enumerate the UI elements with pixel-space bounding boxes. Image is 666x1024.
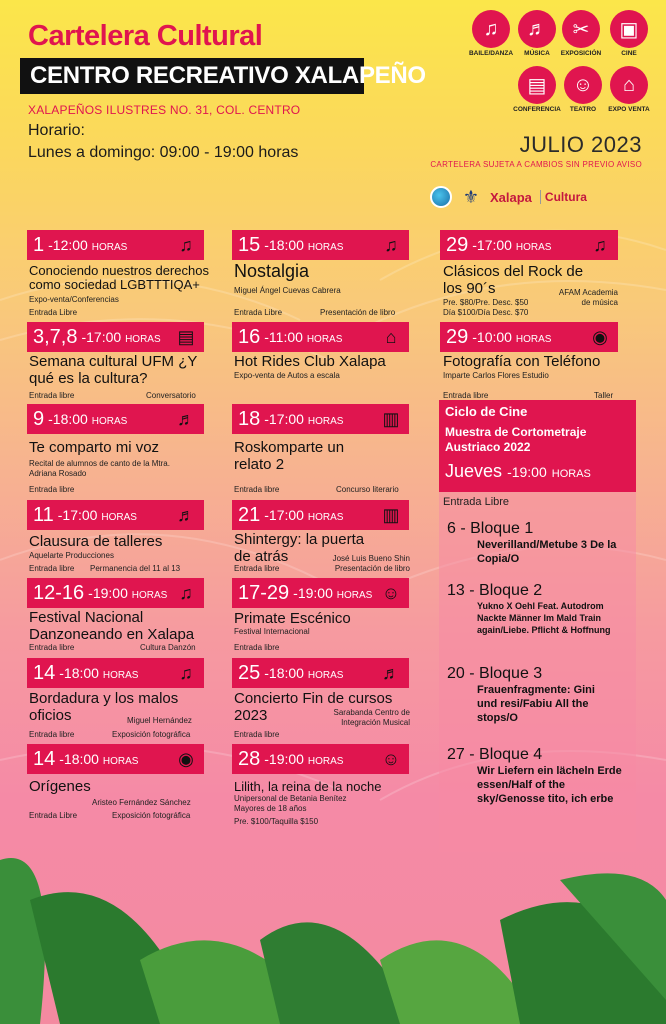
category-conference: ▤ CONFERENCIA (512, 66, 562, 113)
event-subtitle: Sarabanda Centro de Integración Musical (333, 708, 410, 727)
event-subtitle: Miguel Hernández (127, 716, 192, 725)
event-entry: Entrada Libre (234, 308, 283, 317)
event-bar: 3,7,8 -17:00 HORAS ▤ (27, 322, 204, 352)
event-title: Clausura de talleres (29, 533, 163, 550)
event-price: Pre. $100/Taquilla $150 (234, 817, 319, 826)
book-icon: ▥ (382, 504, 400, 525)
globe-logo-icon (430, 186, 452, 208)
event-bar: 1 -12:00 HORAS ♫ (27, 230, 204, 260)
sponsor-logos (430, 182, 645, 212)
theater-icon: ☺ (381, 582, 401, 603)
dance-icon: ♫ (593, 234, 607, 255)
film-block: 13 - Bloque 2 Yukno X Oehl Feat. Autodrom Nackte Männer Im Mald Train again/Liebe. Pflicht & Hoffnung (447, 582, 611, 635)
event-subtitle: Unipersonal de Betania Benítez Mayores de 18 años (234, 794, 347, 813)
film-cycle-entry: Entrada Libre (443, 496, 510, 508)
dance-icon: ♫ (179, 662, 193, 683)
opening-hours: Lunes a domingo: 09:00 - 19:00 horas (28, 144, 299, 161)
event-subtitle: Expo-venta/Conferencias (29, 295, 119, 304)
camera-icon: ◉ (178, 748, 194, 769)
music-icon: ♬ (177, 504, 195, 525)
category-theater: ☺ TEATRO (558, 66, 608, 113)
event-organizer: AFAM Academia de música (558, 288, 618, 307)
music-icon: ♬ (382, 662, 400, 683)
film-cycle-label: Ciclo de Cine (445, 404, 528, 419)
event-entry: Entrada libre (29, 485, 75, 494)
category-cinema: ▣ CINE (604, 10, 654, 57)
category-music: ♬ MÚSICA (512, 10, 562, 57)
event-title: Shintergy: la puerta de atrás (234, 531, 365, 565)
event-type: Exposición fotográfica (112, 730, 191, 739)
event-subtitle: Imparte Carlos Flores Estudio (443, 371, 549, 380)
event-bar: 28 -19:00 HORAS ☺ (232, 744, 409, 774)
event-entry: Entrada Libre (29, 811, 78, 820)
event-subtitle: Expo-venta de Autos a escala (234, 371, 340, 380)
xalapa-logo: Xalapa (490, 189, 532, 205)
film-cycle-header (439, 400, 636, 492)
event-type: Taller (594, 391, 614, 400)
event-title: Clásicos del Rock de los 90´s (443, 263, 584, 297)
event-entry: Entrada libre (29, 564, 75, 573)
event-subtitle: Aquelarte Producciones (29, 551, 114, 560)
category-expo-sale: ⌂ EXPO VENTA (604, 66, 654, 113)
book-icon: ▥ (382, 408, 400, 429)
dance-icon: ♫ (179, 582, 193, 603)
event-title: Nostalgia (234, 261, 310, 281)
cultura-logo: Cultura (540, 190, 587, 204)
event-bar: 15 -18:00 HORAS ♫ (232, 230, 409, 260)
change-notice: CARTELERA SUJETA A CAMBIOS SIN PREVIO AVISO (430, 160, 642, 169)
event-organizer: Cultura Danzón (140, 643, 196, 652)
film-cycle-schedule: Jueves -19:00 HORAS (445, 461, 591, 481)
event-title: Concierto Fin de cursos 2023 (234, 690, 393, 724)
camera-icon: ◉ (592, 326, 608, 347)
event-entry: Entrada libre (234, 643, 280, 652)
music-icon: ♬ (177, 408, 195, 429)
theater-icon: ☺ (381, 748, 401, 769)
category-dance: ♫ BAILE/DANZA (466, 10, 516, 57)
dance-icon: ♫ (179, 234, 193, 255)
expo-sale-icon: ⌂ (385, 326, 397, 347)
poster-title: Cartelera Cultural (28, 20, 263, 52)
event-type: Presentación de libro (320, 308, 396, 317)
event-bar: 17-29 -19:00 HORAS ☺ (232, 578, 409, 608)
event-bar: 29 -17:00 HORAS ♫ (440, 230, 618, 260)
event-bar: 16 -11:00 HORAS ⌂ (232, 322, 409, 352)
event-note: Permanencia del 11 al 13 (90, 564, 181, 573)
event-entry: Entrada libre (443, 391, 489, 400)
event-type: Conversatorio (146, 391, 196, 400)
venue-address: XALAPEÑOS ILUSTRES NO. 31, COL. CENTRO (28, 103, 301, 117)
event-subtitle: José Luis Bueno Shin Presentación de libro (332, 554, 410, 573)
film-block: 20 - Bloque 3 Frauenfragmente: Gini und resi/Fabiu All the stops/O (447, 665, 595, 724)
tropical-leaves (0, 858, 666, 1024)
event-entry: Entrada libre (234, 485, 280, 494)
category-exhibition: ✂ EXPOSICIÓN (556, 10, 606, 57)
venue-banner: CENTRO RECREATIVO XALAPEÑO (20, 58, 364, 94)
event-subtitle: Recital de alumnos de canto de la Mtra. Adriana Rosado (29, 459, 170, 478)
event-title: Roskomparte un relato 2 (234, 439, 345, 473)
event-bar: 14 -18:00 HORAS ◉ (27, 744, 204, 774)
event-entry: Entrada libre (29, 643, 75, 652)
event-subtitle: Aristeo Fernández Sánchez (92, 798, 191, 807)
conference-icon: ▤ (518, 66, 556, 104)
theater-icon: ☺ (564, 66, 602, 104)
month-label: JULIO 2023 (519, 132, 642, 157)
event-entry: Entrada libre (234, 564, 280, 573)
event-bar: 14 -18:00 HORAS ♫ (27, 658, 204, 688)
event-bar: 18 -17:00 HORAS ▥ (232, 404, 409, 434)
event-type: Concurso literario (336, 485, 399, 494)
event-title: Festival Nacional Danzoneando en Xalapa (29, 609, 195, 643)
event-bar: 9 -18:00 HORAS ♬ (27, 404, 204, 434)
event-bar: 12-16 -19:00 HORAS ♫ (27, 578, 204, 608)
event-title: Fotografía con Teléfono (443, 353, 601, 370)
film-block: 27 - Bloque 4 Wir Liefern ein lächeln Erde essen/Half of the sky/Genosse tito, ich erbe (447, 746, 622, 805)
film-cycle-title: Muestra de Cortometraje Austriaco 2022 (445, 425, 587, 454)
event-subtitle: Miguel Ángel Cuevas Cabrera (234, 286, 341, 295)
event-entry: Entrada libre (29, 391, 75, 400)
horario-label: Horario: (28, 122, 85, 139)
fleur-logo-icon: ⚜ (462, 187, 480, 207)
dance-icon: ♫ (384, 234, 398, 255)
event-title: Hot Rides Club Xalapa (234, 353, 386, 370)
film-block: 6 - Bloque 1 Neverilland/Metube 3 De la Copia/O (447, 520, 617, 565)
expo-sale-icon: ⌂ (610, 66, 648, 104)
event-type: Exposición fotográfica (112, 811, 191, 820)
event-bar: 21 -17:00 HORAS ▥ (232, 500, 409, 530)
event-price: Pre. $80/Pre. Desc. $50 Día $100/Día Desc. $70 (443, 298, 529, 317)
exhibition-icon: ✂ (562, 10, 600, 48)
event-entry: Entrada libre (234, 730, 280, 739)
conference-icon: ▤ (177, 326, 195, 347)
event-title: Conociendo nuestros derechos como sociedad LGBTTTIQA+ (29, 263, 209, 292)
event-subtitle: Festival Internacional (234, 627, 310, 636)
event-entry: Entrada Libre (29, 308, 78, 317)
event-bar: 29 -10:00 HORAS ◉ (440, 322, 618, 352)
event-title: Te comparto mi voz (29, 439, 160, 456)
event-title: Semana cultural UFM ¿Y qué es la cultura? (29, 353, 198, 387)
music-icon: ♬ (518, 10, 556, 48)
event-title: Lilith, la reina de la noche (234, 779, 382, 794)
event-bar: 25 -18:00 HORAS ♬ (232, 658, 409, 688)
event-title: Primate Escénico (234, 610, 351, 627)
event-bar: 11 -17:00 HORAS ♬ (27, 500, 204, 530)
cinema-icon: ▣ (610, 10, 648, 48)
event-entry: Entrada libre (29, 730, 75, 739)
event-title: Bordadura y los malos oficios (29, 690, 179, 724)
dance-icon: ♫ (472, 10, 510, 48)
event-title: Orígenes (29, 778, 91, 795)
